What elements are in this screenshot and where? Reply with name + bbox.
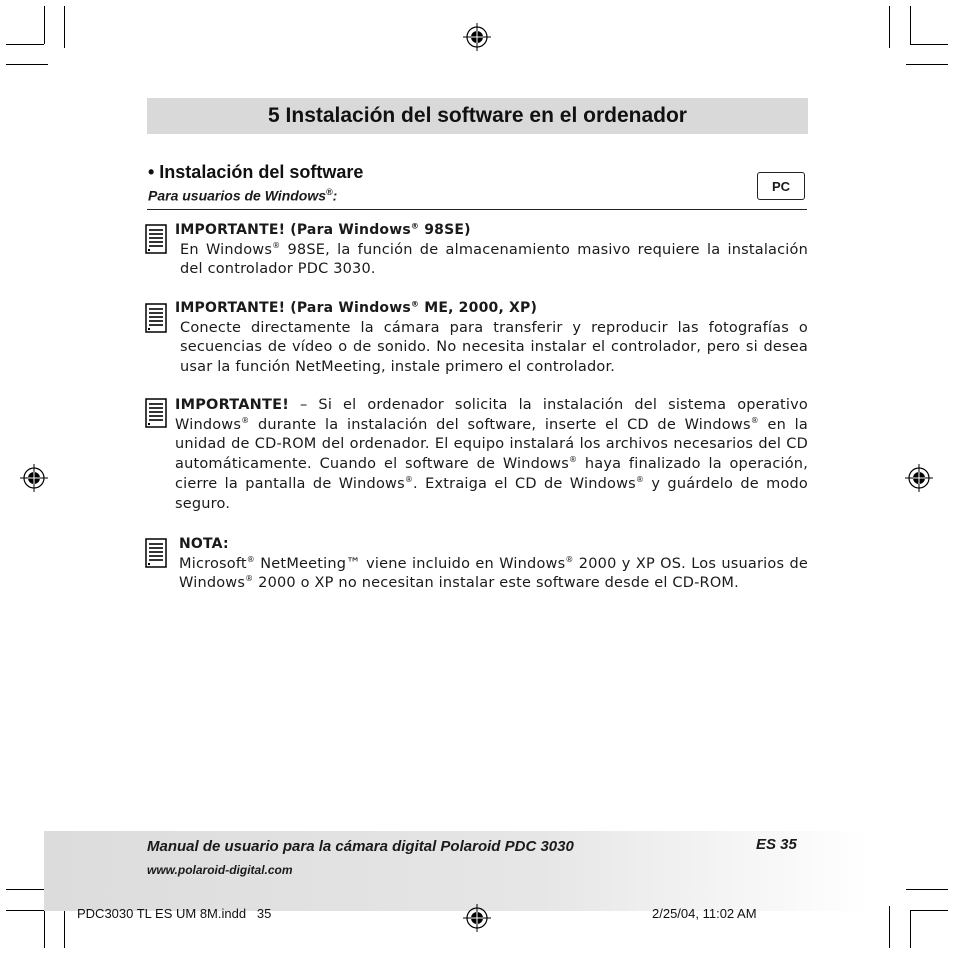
crop-mark [6,64,48,65]
registration-mark-icon [20,464,48,492]
note-icon [145,538,167,568]
crop-mark [910,910,911,948]
crop-mark [6,44,44,45]
footer-url: www.polaroid-digital.com [147,863,293,877]
note-1-title: IMPORTANTE! (Para Windows® 98SE) [175,221,471,238]
note-3 [175,396,808,514]
crop-mark [44,910,45,948]
registration-mark-icon [463,23,491,51]
crop-mark [910,44,948,45]
pc-badge: PC [757,172,805,200]
registration-mark-icon [463,904,491,932]
crop-mark [910,910,948,911]
slug-date: 2/25/04, 11:02 AM [652,906,757,921]
section-heading: • Instalación del software [148,162,364,182]
note-4-title: NOTA: [179,536,229,552]
crop-mark [64,906,65,948]
slug-filename: PDC3030 TL ES UM 8M.indd 35 [77,906,272,921]
note-2-title: IMPORTANTE! (Para Windows® ME, 2000, XP) [175,299,538,316]
note-2-body: Conecte directamente la cámara para transferir y reproducir las fotografías o secuencias de vídeo o de sonido. No necesita instalar el controlador, pero si desea usar la función NetMeeting, instale primero el controlador. [180,319,808,376]
crop-mark [6,910,44,911]
note-icon [145,224,167,254]
page-number: ES 35 [756,836,797,853]
note-4-body: Microsoft® NetMeeting™ viene incluido en Windows® 2000 y XP OS. Los usuarios de Windows® 2000 o XP no necesitan instalar este software desde el CD-ROM. [179,554,808,592]
chapter-title-text: 5 Instalación del software en el ordenador [268,104,687,127]
crop-mark [889,6,890,48]
crop-mark [64,6,65,48]
chapter-title [147,98,808,134]
crop-mark [906,64,948,65]
note-3-body: IMPORTANTE! – Si el ordenador solicita la instalación del sistema operativo Windows® durante la instalación del software, inserte el CD de Windows® en la unidad de CD-ROM del ordenador. El equipo instalará los archivos necesarios del CD automáticamente. Cuando el software de Windows® haya finalizado la operación, cierre la pantalla de Windows®. Extraiga el CD de Windows® y guárdelo de modo seguro. [175,397,808,512]
note-icon [145,303,167,333]
note-icon [145,398,167,428]
crop-mark [910,6,911,44]
registration-mark-icon [905,464,933,492]
note-4 [179,535,808,594]
crop-mark [889,906,890,948]
section-divider [147,209,807,210]
crop-mark [906,889,948,890]
note-1-body: En Windows® 98SE, la función de almacenamiento masivo requiere la instalación del controlador PDC 3030. [180,240,808,278]
note-1 [175,221,808,280]
note-2 [175,299,808,378]
crop-mark [44,6,45,44]
crop-mark [6,889,48,890]
footer-title: Manual de usuario para la cámara digital Polaroid PDC 3030 [147,838,574,855]
section-subheading: Para usuarios de Windows®: [148,187,338,204]
